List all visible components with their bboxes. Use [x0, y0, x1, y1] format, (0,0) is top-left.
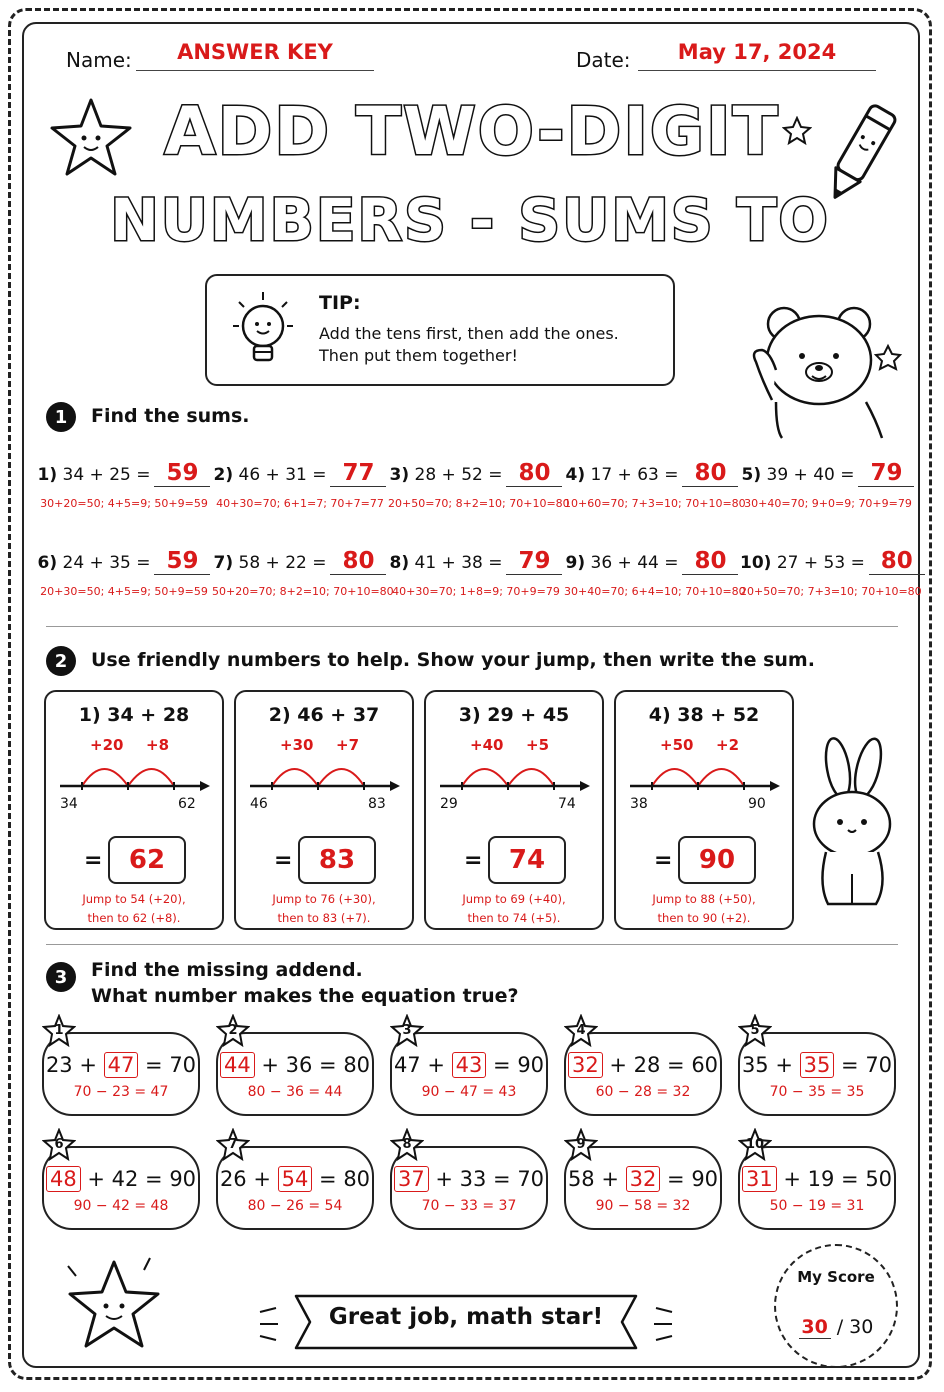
problem-expr: 58 + 22 =: [238, 553, 327, 573]
equation-right: = 90: [493, 1053, 545, 1077]
item-number: 8: [402, 1137, 412, 1152]
card-question: 4) 38 + 52: [648, 704, 760, 726]
worksheet-title-line1: ADD TWO-DIGIT: [164, 93, 780, 170]
problem-expression: [740, 548, 916, 575]
explanation-line2: then to 83 (+7).: [277, 911, 371, 925]
missing-addend-equation: [740, 1052, 894, 1078]
number-line: [246, 750, 406, 792]
missing-addend-item: [390, 1128, 548, 1238]
sum-answer-box[interactable]: 62: [108, 836, 186, 884]
item-number: 1: [54, 1023, 64, 1038]
missing-addend-equation: [44, 1166, 198, 1192]
score-label: My Score: [797, 1268, 875, 1286]
explanation-line1: Jump to 88 (+50),: [652, 892, 756, 906]
problem-expr: 46 + 31 =: [238, 465, 327, 485]
equation-right: = 70: [145, 1053, 197, 1077]
sum-problem: [36, 460, 212, 510]
jump1-label: +20: [90, 736, 124, 754]
answer-blank[interactable]: 59: [154, 460, 210, 487]
number-line-card: [424, 690, 604, 930]
equation-left: 23 +: [45, 1053, 97, 1077]
start-number: 46: [250, 796, 268, 812]
check-equation: 90 − 42 = 48: [73, 1198, 169, 1214]
missing-addend-item: [390, 1014, 548, 1124]
section3-heading-line1: Find the missing addend.: [91, 959, 363, 981]
answer-blank[interactable]: 79: [858, 460, 914, 487]
smiling-star-icon: [50, 1244, 180, 1368]
problem-number: 8): [389, 553, 410, 573]
sum-problem: [212, 460, 388, 510]
problem-expr: 27 + 53 =: [776, 553, 865, 573]
sum-answer-box[interactable]: 74: [488, 836, 566, 884]
item-number: 7: [228, 1137, 238, 1152]
card-question: 1) 34 + 28: [78, 704, 190, 726]
problem-work: 30+40=70; 6+4=10; 70+10=80: [564, 585, 746, 598]
problem-expr: 39 + 40 =: [766, 465, 855, 485]
jump-explanation: [426, 890, 602, 928]
jump-explanation: [236, 890, 412, 928]
check-equation: 90 − 58 = 32: [595, 1198, 691, 1214]
check-equation: 50 − 19 = 31: [769, 1198, 865, 1214]
problem-expr: 36 + 44 =: [590, 553, 679, 573]
missing-addend-box[interactable]: 43: [452, 1052, 487, 1078]
answer-blank[interactable]: 77: [330, 460, 386, 487]
answer-blank[interactable]: 79: [506, 548, 562, 575]
problem-expr: 28 + 52 =: [414, 465, 503, 485]
missing-addend-equation: [392, 1166, 546, 1192]
item-number: 2: [228, 1023, 238, 1038]
number-line-card: [44, 690, 224, 930]
equation-right: + 36 = 80: [261, 1053, 371, 1077]
missing-addend-equation: [566, 1052, 720, 1078]
answer-blank[interactable]: 80: [869, 548, 925, 575]
problem-number: 7): [213, 553, 234, 573]
explanation-line1: Jump to 76 (+30),: [272, 892, 376, 906]
missing-addend-box[interactable]: 48: [46, 1166, 81, 1192]
problem-expr: 17 + 63 =: [590, 465, 679, 485]
number-line-card: [234, 690, 414, 930]
sum-problem: [740, 548, 922, 598]
equation-right: + 33 = 70: [435, 1167, 545, 1191]
encouragement-banner: Great job, math star!: [328, 1304, 604, 1330]
missing-addend-item: [216, 1014, 374, 1124]
equation-right: + 42 = 90: [87, 1167, 197, 1191]
check-equation: 80 − 36 = 44: [247, 1084, 343, 1100]
equation-left: 58 +: [567, 1167, 619, 1191]
missing-addend-box[interactable]: 54: [278, 1166, 313, 1192]
answer-blank[interactable]: 80: [506, 460, 562, 487]
sum-answer-box[interactable]: 90: [678, 836, 756, 884]
number-line: [56, 750, 216, 792]
item-number: 9: [576, 1137, 586, 1152]
missing-addend-item: [216, 1128, 374, 1238]
equals-sign: =: [654, 848, 673, 873]
equation-right: + 28 = 60: [609, 1053, 719, 1077]
missing-addend-equation: [392, 1052, 546, 1078]
explanation-line1: Jump to 69 (+40),: [462, 892, 566, 906]
item-number: 5: [750, 1023, 760, 1038]
missing-addend-item: [42, 1128, 200, 1238]
section1-problems: [36, 460, 922, 620]
problem-number: 3): [389, 465, 410, 485]
problem-expression: [36, 548, 212, 575]
section3-number: 3: [46, 962, 76, 992]
problem-expression: [740, 460, 916, 487]
number-line: [626, 750, 786, 792]
missing-addend-equation: [218, 1052, 372, 1078]
name-value: ANSWER KEY: [177, 40, 333, 64]
problem-expr: 24 + 35 =: [62, 553, 151, 573]
problem-work: 40+30=70; 6+1=7; 70+7=77: [216, 497, 384, 510]
name-field[interactable]: [136, 40, 374, 71]
waving-bear-icon: [736, 300, 908, 440]
problem-expr: 34 + 25 =: [62, 465, 151, 485]
problem-expression: [36, 460, 212, 487]
end-number: 74: [558, 796, 576, 812]
answer-blank[interactable]: 80: [330, 548, 386, 575]
sum-problem: [564, 460, 746, 510]
missing-addend-box[interactable]: 31: [742, 1166, 777, 1192]
jump2-label: +5: [526, 736, 550, 754]
problem-expression: [388, 548, 564, 575]
sum-problem: [740, 460, 916, 510]
section2-heading: Use friendly numbers to help. Show your jump, then write the sum.: [91, 649, 815, 671]
problem-number: 6): [37, 553, 58, 573]
missing-addend-equation: [740, 1166, 894, 1192]
problem-work: 30+20=50; 4+5=9; 50+9=59: [40, 497, 208, 510]
tip-box: [205, 274, 675, 386]
equation-right: = 70: [841, 1053, 893, 1077]
missing-addend-box[interactable]: 32: [626, 1166, 661, 1192]
check-equation: 70 − 33 = 37: [421, 1198, 517, 1214]
date-label: Date:: [576, 48, 631, 72]
problem-expression: [212, 460, 388, 487]
missing-addend-box[interactable]: 32: [568, 1052, 603, 1078]
worksheet-title-line2: NUMBERS - SUMS TO: [110, 186, 830, 254]
divider: [46, 626, 898, 627]
jump1-label: +50: [660, 736, 694, 754]
bunny-icon: [804, 734, 900, 912]
lightbulb-icon: [223, 288, 303, 374]
missing-addend-equation: [44, 1052, 198, 1078]
number-line: [436, 750, 596, 792]
equation-left: 35 +: [741, 1053, 793, 1077]
problem-expression: [212, 548, 388, 575]
check-equation: 60 − 28 = 32: [595, 1084, 691, 1100]
end-number: 83: [368, 796, 386, 812]
problem-work: 10+60=70; 7+3=10; 70+10=80: [564, 497, 746, 510]
equation-right: + 19 = 50: [783, 1167, 893, 1191]
equation-left: 47 +: [393, 1053, 445, 1077]
section3-heading-line2: What number makes the equation true?: [91, 985, 519, 1007]
check-equation: 80 − 26 = 54: [247, 1198, 343, 1214]
problem-number: 10): [740, 553, 772, 573]
answer-blank[interactable]: 59: [154, 548, 210, 575]
missing-addend-item: [738, 1128, 896, 1238]
explanation-line2: then to 74 (+5).: [467, 911, 561, 925]
section1-heading: Find the sums.: [91, 405, 250, 427]
start-number: 29: [440, 796, 458, 812]
explanation-line2: then to 90 (+2).: [657, 911, 751, 925]
jump2-label: +2: [716, 736, 740, 754]
score-value[interactable]: 30: [799, 1316, 831, 1339]
name-label: Name:: [66, 48, 132, 72]
card-question: 2) 46 + 37: [268, 704, 380, 726]
missing-addend-item: [738, 1014, 896, 1124]
item-number: 6: [54, 1137, 64, 1152]
problem-expr: 41 + 38 =: [414, 553, 503, 573]
problem-work: 20+50=70; 7+3=10; 70+10=80: [740, 585, 922, 598]
sum-problem: [564, 548, 746, 598]
check-equation: 70 − 35 = 35: [769, 1084, 865, 1100]
number-line-card: [614, 690, 794, 930]
section2-number: 2: [46, 646, 76, 676]
problem-expression: [564, 548, 740, 575]
explanation-line1: Jump to 54 (+20),: [82, 892, 186, 906]
section2-cards: [44, 690, 804, 934]
missing-addend-box[interactable]: 37: [394, 1166, 429, 1192]
missing-addend-item: [564, 1014, 722, 1124]
section3-clouds: [36, 1014, 912, 1240]
end-number: 62: [178, 796, 196, 812]
problem-work: 40+30=70; 1+8=9; 70+9=79: [392, 585, 560, 598]
answer-blank[interactable]: 80: [682, 460, 738, 487]
problem-work: 50+20=70; 8+2=10; 70+10=80: [212, 585, 394, 598]
jump1-label: +30: [280, 736, 314, 754]
problem-expression: [388, 460, 564, 487]
problem-work: 20+30=50; 4+5=9; 50+9=59: [40, 585, 208, 598]
start-number: 34: [60, 796, 78, 812]
start-number: 38: [630, 796, 648, 812]
problem-number: 5): [741, 465, 762, 485]
sum-problem: [388, 548, 564, 598]
jump-explanation: [616, 890, 792, 928]
check-equation: 90 − 47 = 43: [421, 1084, 517, 1100]
missing-addend-equation: [218, 1166, 372, 1192]
missing-addend-box[interactable]: 44: [220, 1052, 255, 1078]
missing-addend-box[interactable]: 47: [104, 1052, 139, 1078]
divider: [46, 944, 898, 945]
score-badge: [774, 1244, 898, 1368]
problem-number: 9): [565, 553, 586, 573]
score-line: [776, 1316, 896, 1339]
sum-answer-box[interactable]: 83: [298, 836, 376, 884]
section1-number: 1: [46, 402, 76, 432]
missing-addend-box[interactable]: 35: [800, 1052, 835, 1078]
date-field[interactable]: [638, 40, 876, 71]
missing-addend-item: [564, 1128, 722, 1238]
jump2-label: +7: [336, 736, 360, 754]
sum-problem: [388, 460, 570, 510]
explanation-line2: then to 62 (+8).: [87, 911, 181, 925]
jump2-label: +8: [146, 736, 170, 754]
card-question: 3) 29 + 45: [458, 704, 570, 726]
problem-work: 20+50=70; 8+2=10; 70+10=80: [388, 497, 570, 510]
sum-problem: [36, 548, 212, 598]
answer-blank[interactable]: 80: [682, 548, 738, 575]
item-number: 3: [402, 1023, 412, 1038]
item-number: 4: [576, 1023, 586, 1038]
missing-addend-item: [42, 1014, 200, 1124]
jump-explanation: [46, 890, 222, 928]
equals-sign: =: [84, 848, 103, 873]
tip-line1: Add the tens first, then add the ones.: [319, 324, 619, 343]
equation-left: 26 +: [219, 1167, 271, 1191]
equals-sign: =: [464, 848, 483, 873]
equation-right: = 80: [319, 1167, 371, 1191]
problem-expression: [564, 460, 740, 487]
problem-number: 1): [37, 465, 58, 485]
tip-label: TIP:: [319, 292, 361, 314]
item-number: 10: [745, 1137, 765, 1152]
score-total: / 30: [836, 1316, 874, 1338]
equation-right: = 90: [667, 1167, 719, 1191]
check-equation: 70 − 23 = 47: [73, 1084, 169, 1100]
missing-addend-equation: [566, 1166, 720, 1192]
tip-line2: Then put them together!: [319, 346, 518, 365]
equals-sign: =: [274, 848, 293, 873]
problem-work: 30+40=70; 9+0=9; 70+9=79: [744, 497, 912, 510]
problem-number: 2): [213, 465, 234, 485]
problem-number: 4): [565, 465, 586, 485]
jump1-label: +40: [470, 736, 504, 754]
sum-problem: [212, 548, 394, 598]
date-value: May 17, 2024: [677, 40, 837, 64]
end-number: 90: [748, 796, 766, 812]
